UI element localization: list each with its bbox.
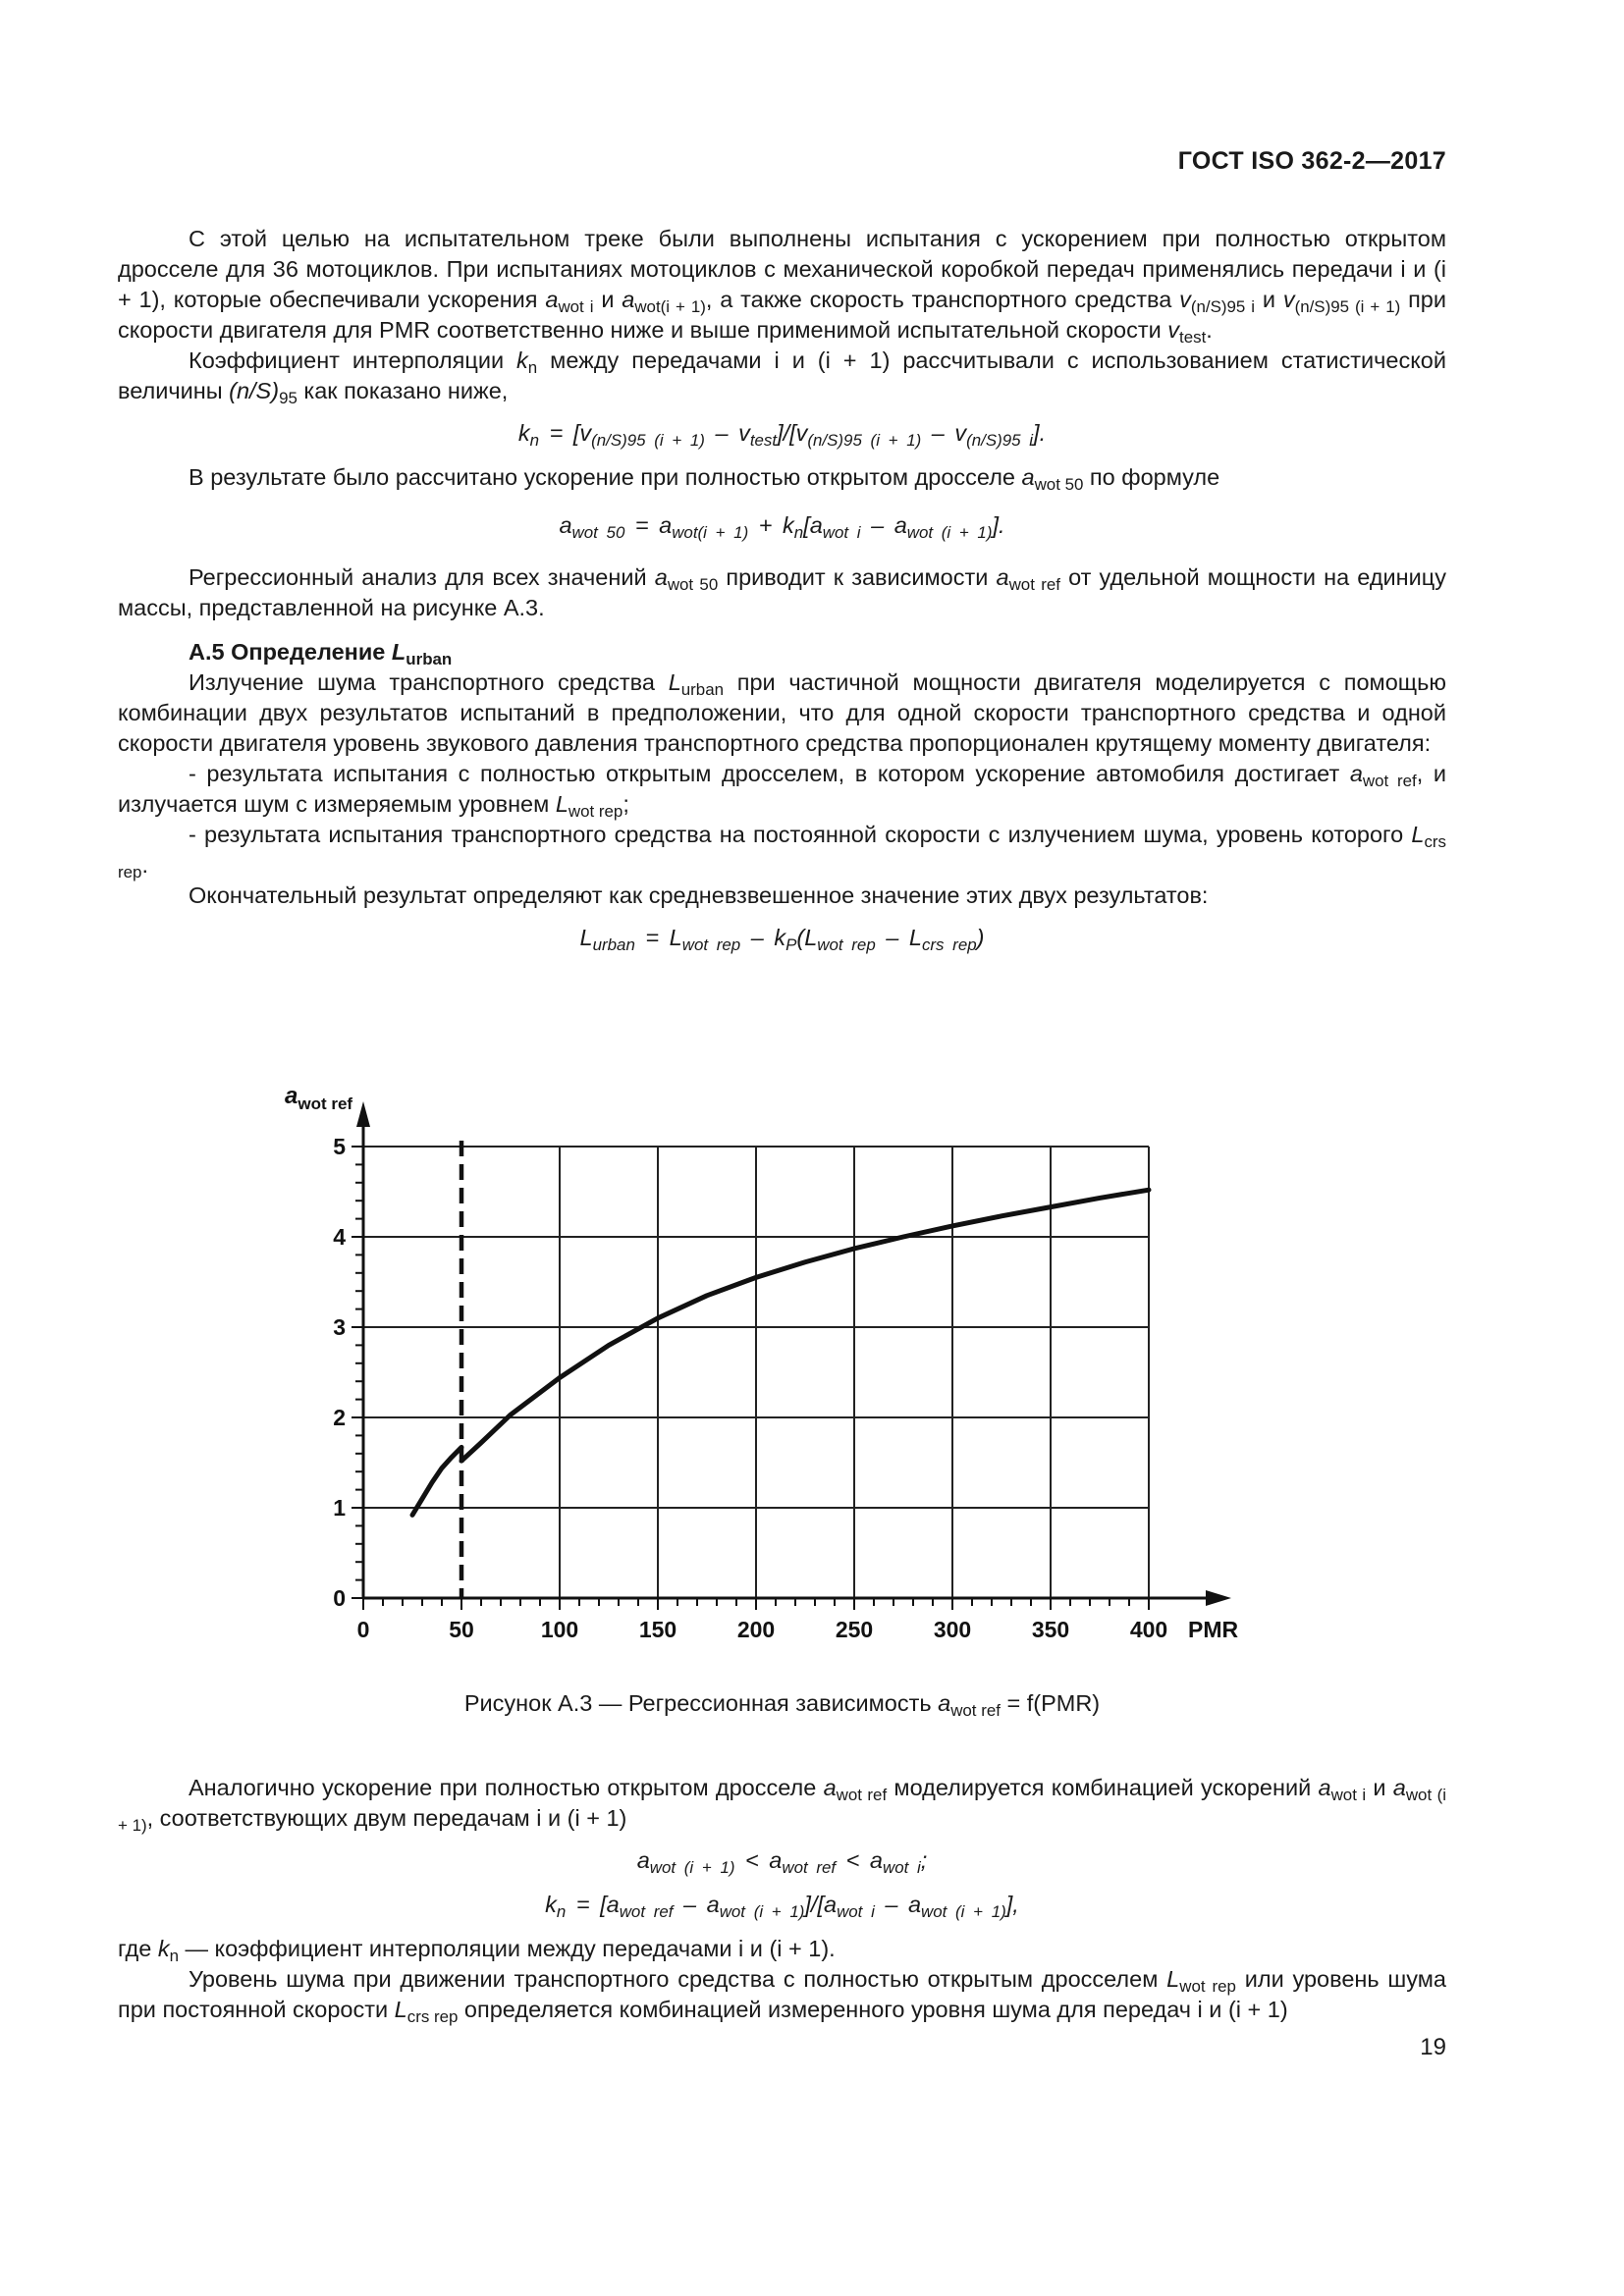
- regression-curve-low: [412, 1447, 461, 1515]
- regression-curve-high: [461, 1190, 1149, 1461]
- paragraph-lurban-model: Излучение шума транспортного средства $L_{urban}$ при частичной мощности двигателя моделируется с помощью комбинации двух результатов испытаний в предположении, что для одной скорости транспортного средства и одной скорости двигателя уровень звукового давления транспортного средства пропорционален крутящему моменту двигателя:: [118, 669, 1446, 756]
- y-axis-label: $a_{wot ref}$: [285, 1083, 353, 1113]
- formula-awot50: $a_{wot 50} = a_{wot(i + 1)} + k_n[a_{wot i} - a_{wot (i + 1)}]$.: [559, 512, 1005, 542]
- x-tick-label: 350: [1031, 1617, 1070, 1642]
- paragraph-weighted-average: Окончательный результат определяют как средневзвешенное значение этих двух результатов:: [189, 882, 1209, 908]
- x-tick-label: 400: [1129, 1617, 1168, 1642]
- section-title-a5: А.5 Определение $L_{urban}$: [189, 639, 453, 668]
- body-text-bottom: [118, 1773, 1446, 2025]
- paragraph-interpolation-coefficient: Коэффициент интерполяции $k_n$ между передачами i и (i + 1) рассчитывали с использованием статистической величины $(n/S)_{95}$ как показано ниже,: [118, 347, 1446, 407]
- x-tick-label: 100: [540, 1617, 579, 1642]
- x-tick-label: 150: [638, 1617, 677, 1642]
- x-tick-label: 50: [449, 1617, 474, 1642]
- document-header: ГОСТ ISO 362-2—2017: [1177, 147, 1446, 175]
- x-tick-label: 250: [835, 1617, 874, 1642]
- x-axis-arrow: [1206, 1590, 1231, 1606]
- paragraph-test-description: С этой целью на испытательном треке были выполнены испытания с ускорением при полностью открытом дросселе для 36 мотоциклов. При испытаниях мотоциклов с механической коробкой передач применялись передачи i и (i + 1), которые обеспечивали ускорения $a_{wot i}$ и $a_{wot(i + 1)}$, а также скорость транспортного средства $v_{(n/S)95 i}$ и $v_{(n/S)95 (i + 1)}$ при скорости двигателя для PMR соответственно ниже и выше применимой испытательной скорости $v_{test}$.: [118, 226, 1447, 347]
- formula-kn-speed: $k_n = [v_{(n/S)95 (i + 1)} - v_{test}]/[v_{(n/S)95 (i + 1)} - v_{(n/S)95 i}]$.: [517, 420, 1047, 450]
- x-tick-label: 0: [356, 1617, 370, 1642]
- figure-caption: Рисунок А.3 — Регрессионная зависимость $a_{wot ref} = f(PMR)$: [463, 1690, 1101, 1720]
- y-tick-label: 5: [333, 1134, 346, 1159]
- regression-chart-svg: [285, 1083, 1286, 1669]
- paragraph-noise-level: Уровень шума при движении транспортного средства с полностью открытым дросселем $L_{wot rep}$ или уровень шума при постоянной скорости $L_{crs rep}$ определяется комбинацией измеренного уровня шума для передач i и (i + 1): [118, 1966, 1446, 2026]
- body-text-top: [118, 224, 1446, 967]
- paragraph-regression: Регрессионный анализ для всех значений $a_{wot 50}$ приводит к зависимости $a_{wot ref}$ от удельной мощности на единицу массы, представленной на рисунке А.3.: [118, 564, 1446, 620]
- x-axis-label: PMR: [1188, 1617, 1239, 1642]
- list-item-wot: - результата испытания с полностью открытым дросселем, в котором ускорение автомобиля достигает $a_{wot ref}$, и излучается шум с измеряемым уровнем $L_{wot rep}$;: [118, 761, 1446, 821]
- y-tick-label: 0: [333, 1585, 346, 1611]
- x-tick-label: 200: [736, 1617, 776, 1642]
- formula-awot-inequality: $a_{wot (i + 1)} < a_{wot ref} < a_{wot i}$;: [636, 1847, 928, 1877]
- figure-a3-chart: [285, 1083, 1286, 1669]
- formula-lurban: $L_{urban} = L_{wot rep} - k_P(L_{wot rep} - L_{crs rep})$: [579, 925, 985, 954]
- paragraph-awotref-model: Аналогично ускорение при полностью открытом дросселе $a_{wot ref}$ моделируется комбинацией ускорений $a_{wot i}$ и $a_{wot (i + 1)}$, соответствующих двум передачам i и (i + 1): [118, 1775, 1446, 1835]
- formula-kn-accel: $k_n = [a_{wot ref} - a_{wot (i + 1)}]/[a_{wot i} - a_{wot (i + 1)}]$,: [545, 1892, 1019, 1921]
- y-tick-label: 1: [333, 1495, 346, 1521]
- paragraph-awot50-result: В результате было рассчитано ускорение при полностью открытом дросселе $a_{wot 50}$ по формуле: [189, 464, 1220, 494]
- paragraph-kn-definition: где $k_n$ — коэффициент интерполяции между передачами i и (i + 1).: [118, 1936, 836, 1965]
- y-tick-label: 2: [333, 1405, 346, 1430]
- list-item-crs: - результата испытания транспортного средства на постоянной скорости с излучением шума, уровень которого $L_{crs rep}$.: [118, 822, 1446, 881]
- y-axis-arrow: [356, 1101, 370, 1127]
- page-number: 19: [1420, 2034, 1446, 2060]
- y-tick-label: 4: [333, 1224, 346, 1250]
- y-tick-label: 3: [333, 1314, 346, 1340]
- x-tick-label: 300: [933, 1617, 972, 1642]
